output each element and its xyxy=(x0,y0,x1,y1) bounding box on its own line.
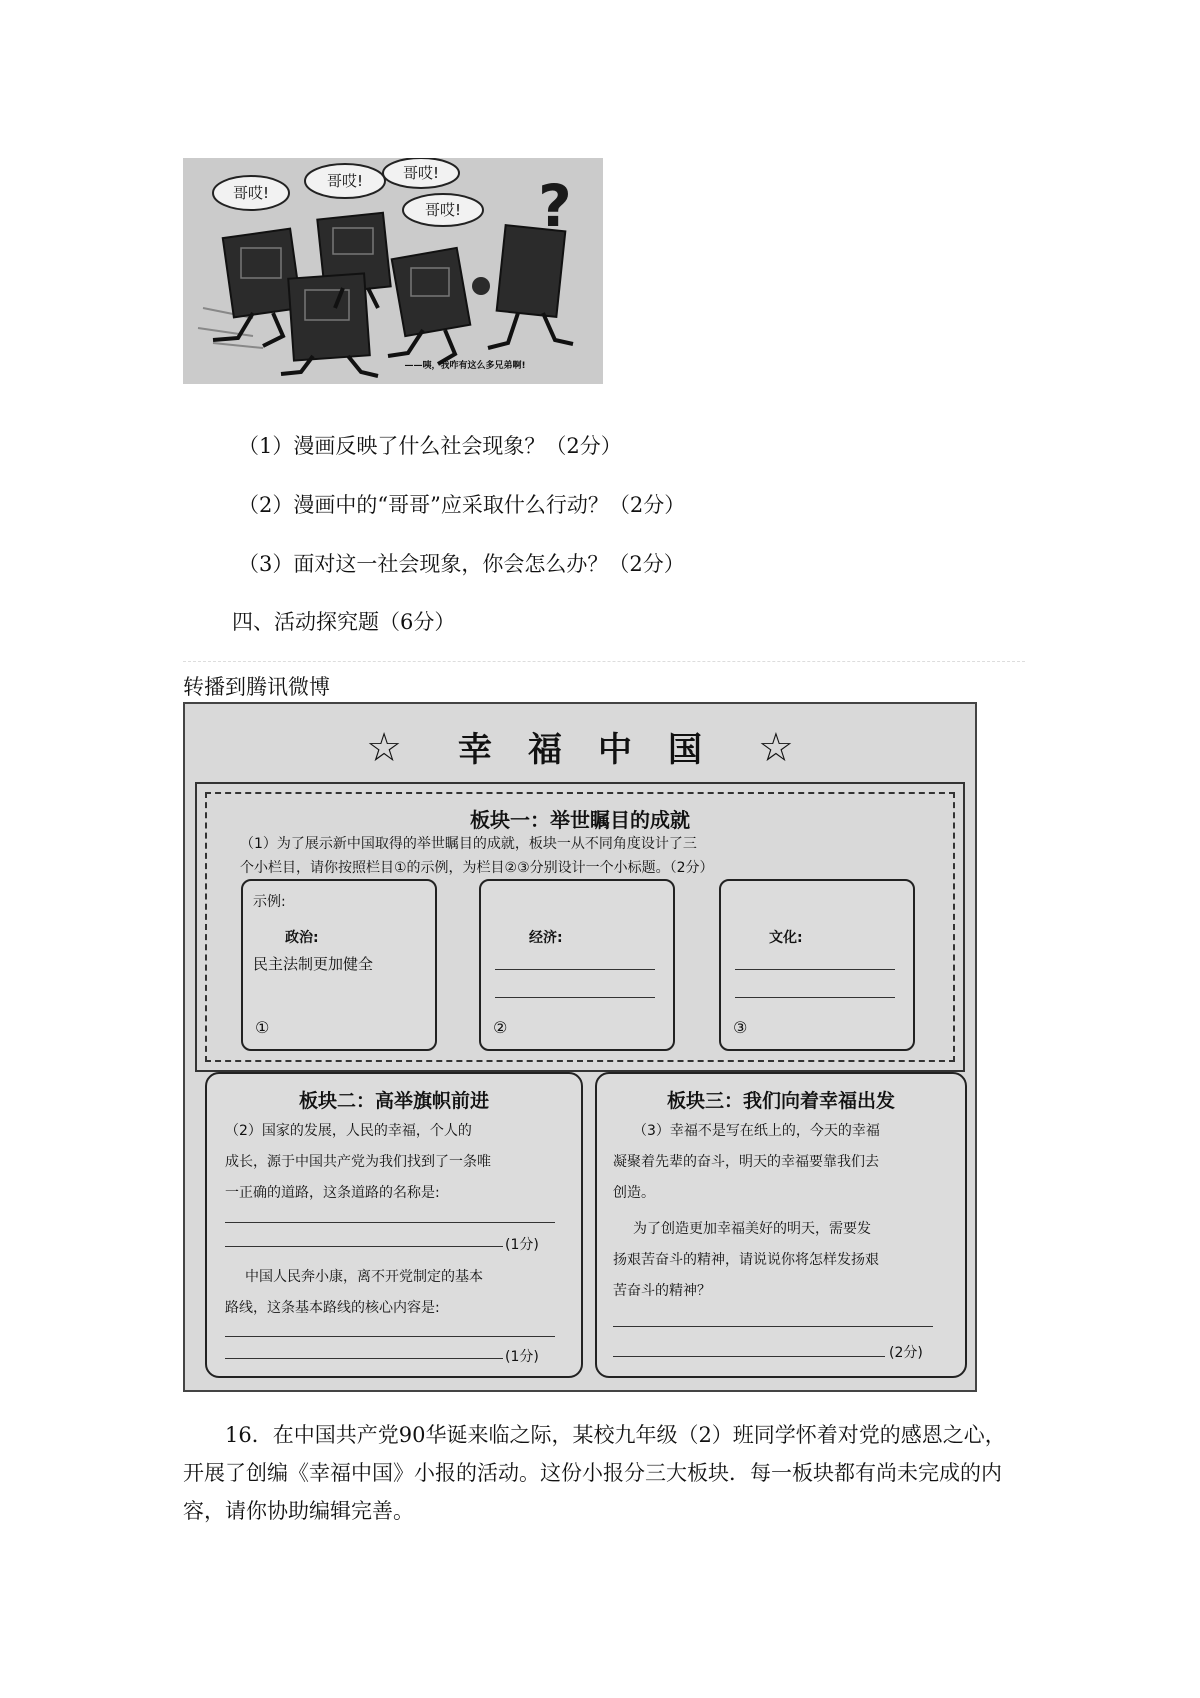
block3-text-line: 创造。 xyxy=(613,1185,655,1201)
star-icon: ☆ xyxy=(366,725,402,771)
bubble-text: 哥哎! xyxy=(326,172,364,190)
card-economy xyxy=(479,879,675,1051)
block3-text-line: 为了创造更加幸福美好的明天，需要发 xyxy=(633,1221,871,1237)
card-politics xyxy=(241,879,437,1051)
section-heading: 四、活动探究题（6分） xyxy=(232,610,456,634)
share-weibo-link[interactable]: 转播到腾讯微博 xyxy=(183,675,330,699)
block2-text-line: 路线，这条基本路线的核心内容是: xyxy=(225,1300,440,1316)
block2-text-line: （2）国家的发展，人民的幸福，个人的 xyxy=(225,1123,472,1139)
card-label: 政治: xyxy=(285,930,319,946)
answer-line xyxy=(613,1356,885,1357)
score-label: (2分) xyxy=(889,1345,923,1361)
poster-title: 幸福中国 xyxy=(458,730,738,770)
card-culture xyxy=(719,879,915,1051)
card-content: 民主法制更加健全 xyxy=(253,955,374,973)
answer-line xyxy=(735,997,895,998)
block2-text-line: 一正确的道路，这条道路的名称是: xyxy=(225,1185,440,1201)
block3-heading: 板块三：我们向着幸福出发 xyxy=(666,1090,895,1112)
answer-line xyxy=(735,969,895,970)
block2-panel xyxy=(205,1072,583,1378)
answer-line xyxy=(495,997,655,998)
card-number: ① xyxy=(255,1018,270,1037)
star-icon: ☆ xyxy=(758,725,794,771)
block2-heading: 板块二：高举旗帜前进 xyxy=(298,1090,489,1112)
answer-line xyxy=(225,1336,555,1337)
block1-text-line: （1）为了展示新中国取得的举世瞩目的成就，板块一从不同角度设计了三 xyxy=(240,836,697,852)
card-example-label: 示例: xyxy=(253,894,286,910)
bubble-text: 哥哎! xyxy=(402,164,440,182)
answer-line xyxy=(495,969,655,970)
block1-heading: 板块一：举世瞩目的成就 xyxy=(470,808,690,832)
question-2: （2）漫画中的“哥哥”应采取什么行动？（2分） xyxy=(238,493,686,517)
question-3: （3）面对这一社会现象，你会怎么办？（2分） xyxy=(238,552,685,576)
block2-text-line: 成长，源于中国共产党为我们找到了一条唯 xyxy=(225,1154,491,1170)
score-label: (1分) xyxy=(505,1237,539,1253)
block3-panel xyxy=(595,1072,967,1378)
cartoon-image xyxy=(183,158,603,384)
block3-text-line: 凝聚着先辈的奋斗，明天的幸福要靠我们去 xyxy=(613,1154,879,1170)
question-16-paragraph: 16．在中国共产党90华诞来临之际，某校九年级（2）班同学怀着对党的感恩之心，开展了创编《幸福中国》小报的活动。这份小报分三大板块．每一板块都有尚未完成的内容，请你协助编辑完善。 xyxy=(183,1423,1006,1523)
answer-line xyxy=(225,1222,555,1223)
block1-text-line: 个小栏目，请你按照栏目①的示例，为栏目②③分别设计一个小标题。（2分） xyxy=(240,860,714,876)
poster-image xyxy=(183,702,977,1392)
block3-text-line: 扬艰苦奋斗的精神，请说说你将怎样发扬艰 xyxy=(613,1252,879,1268)
card-label: 文化: xyxy=(769,930,803,946)
divider xyxy=(183,661,1025,662)
answer-line xyxy=(225,1358,503,1359)
bubble-text: 哥哎! xyxy=(424,201,462,219)
block3-text-line: （3）幸福不是写在纸上的，今天的幸福 xyxy=(633,1123,880,1139)
poster-title-row xyxy=(185,722,975,771)
card-label: 经济: xyxy=(529,930,563,946)
block3-text-line: 苦奋斗的精神？ xyxy=(613,1283,711,1299)
card-number: ③ xyxy=(733,1018,748,1037)
answer-line xyxy=(225,1246,503,1247)
block2-text-line: 中国人民奔小康，离不开党制定的基本 xyxy=(245,1269,483,1285)
question-1: （1）漫画反映了什么社会现象？（2分） xyxy=(238,434,622,458)
score-label: (1分) xyxy=(505,1349,539,1365)
answer-line xyxy=(613,1326,933,1327)
bubble-text: 哥哎! xyxy=(232,184,270,202)
card-number: ② xyxy=(493,1018,508,1037)
question-mark: ? xyxy=(538,172,572,240)
cartoon-caption: ——咦，我咋有这么多兄弟啊! xyxy=(404,361,526,371)
